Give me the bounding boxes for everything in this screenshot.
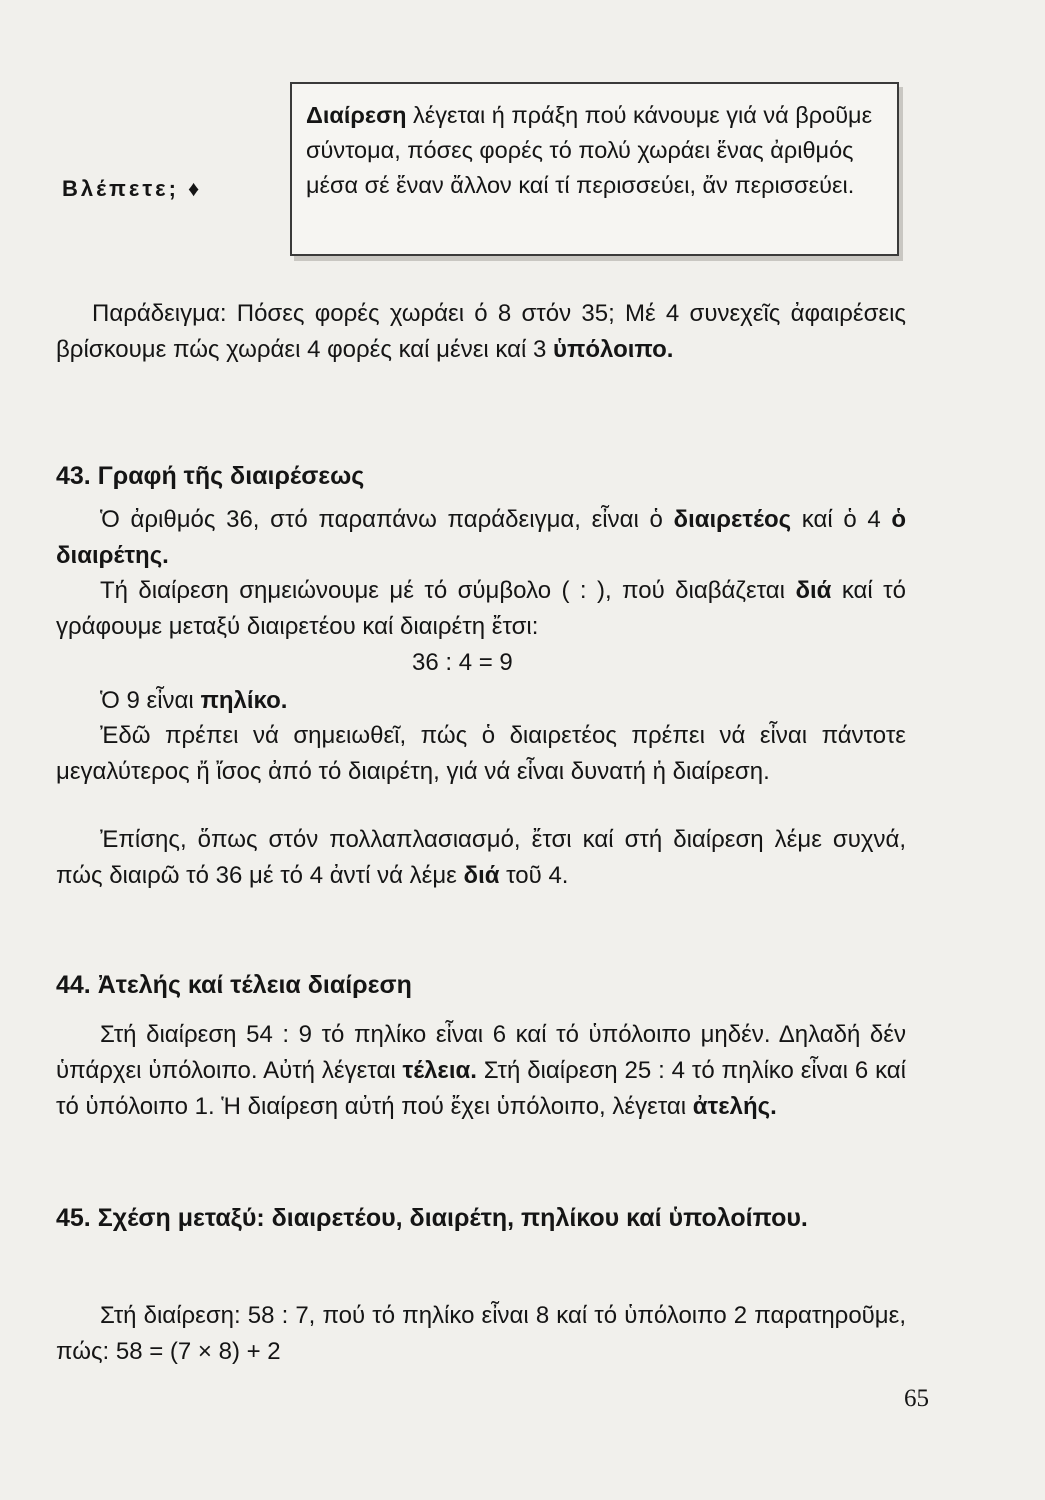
text-run: Τή διαίρεση σημειώνουμε μέ τό σύμβολο ( : ), πού διαβάζεται	[100, 577, 796, 604]
example-text: Παράδειγμα: Πόσες φορές χωράει ό 8 στόν 35; Μέ 4 συνεχεῖς ἀφαιρέσεις βρίσκουμε πώς χωράει 4 φορές καί μένει καί 3	[56, 300, 906, 363]
section-43-paragraph-4: Ἐδῶ πρέπει νά σημειωθεῖ, πώς ὁ διαιρετέος πρέπει νά εἶναι πάντοτε μεγαλύτερος ἤ ἴσος ἀπό τό διαιρέτη, γιά νά εἶναι δυνατή ἡ διαίρεση.	[56, 722, 906, 785]
example-bold-term: ὑπόλοιπο.	[553, 336, 674, 363]
section-44-heading: 44. Ἀτελής καί τέλεια διαίρεση	[56, 971, 412, 999]
section-45-heading: 45. Σχέση μεταξύ: διαιρετέου, διαιρέτη, πηλίκου καί ὑπολοίπου.	[56, 1204, 808, 1232]
bold-term: ἀτελής.	[692, 1093, 777, 1120]
page-number: 65	[904, 1385, 929, 1412]
definition-box	[290, 82, 899, 256]
section-43-paragraph-5	[56, 822, 906, 894]
definition-text	[306, 98, 886, 203]
section-44-paragraph	[56, 1017, 906, 1125]
bold-term: διά	[795, 577, 832, 604]
text-run: Στή διαίρεση 54 : 9 τό πηλίκο εἶναι 6 καί τό ὑπόλοιπο μηδέν. Δηλαδή δέν ὑπάρχει ὑπόλοιπο. Αὐτή λέγεται	[56, 1021, 906, 1084]
bold-term: ὁ διαιρέτης.	[56, 506, 907, 569]
bold-term: διαιρετέος	[673, 506, 792, 533]
text-run: καί ὁ 4	[791, 506, 892, 533]
text-run: τοῦ 4.	[499, 862, 569, 889]
section-43-paragraph-2	[56, 573, 906, 645]
text-run: Ὁ 9 εἶναι	[100, 687, 201, 714]
text-run: Ἐπίσης, ὅπως στόν πολλαπλασιασμό, ἔτσι καί στή διαίρεση λέμε συχνά, πώς διαιρῶ τό 36 μέ τό 4 ἀντί νά λέμε	[56, 826, 906, 889]
text-run: καί τό γράφουμε μεταξύ διαιρετέου καί διαιρέτη ἔτσι:	[56, 577, 906, 640]
text-run: Ὁ ἀριθμός 36, στό παραπάνω παράδειγμα, εἶναι ὁ	[100, 506, 674, 533]
margin-note-label: Βλέπετε;	[62, 176, 179, 201]
definition-body: λέγεται ή πράξη πού κάνουμε γιά νά βροῦμε σύντομα, πόσες φορές τό πολύ χωράει ἕνας ἀριθμός μέσα σέ ἕναν ἄλλον καί τί περισσεύει, ἄν περισσεύει.	[306, 102, 873, 198]
text-run: Στή διαίρεση 25 : 4 τό πηλίκο εἶναι 6 καί τό ὑπόλοιπο 1. Ἡ διαίρεση αὐτή πού ἔχει ὑπόλοιπο, λέγεται	[56, 1057, 907, 1120]
definition-term: Διαίρεση	[306, 102, 407, 128]
example-paragraph	[56, 296, 906, 368]
bold-term: τέλεια.	[402, 1057, 477, 1084]
section-43-paragraph-3	[56, 683, 906, 719]
diamond-icon: ♦	[188, 176, 203, 201]
margin-note	[62, 176, 202, 202]
bold-term: πηλίκο.	[200, 687, 288, 714]
section-45-paragraph: Στή διαίρεση: 58 : 7, πού τό πηλίκο εἶναι 8 καί τό ὑπόλοιπο 2 παρατηροῦμε, πώς: 58 = (7 × 8) + 2	[56, 1302, 906, 1365]
section-43-paragraph-1	[56, 502, 906, 574]
bold-term: διά	[463, 862, 500, 889]
section-43-heading: 43. Γραφή τῆς διαιρέσεως	[56, 462, 365, 490]
division-equation: 36 : 4 = 9	[412, 649, 513, 676]
